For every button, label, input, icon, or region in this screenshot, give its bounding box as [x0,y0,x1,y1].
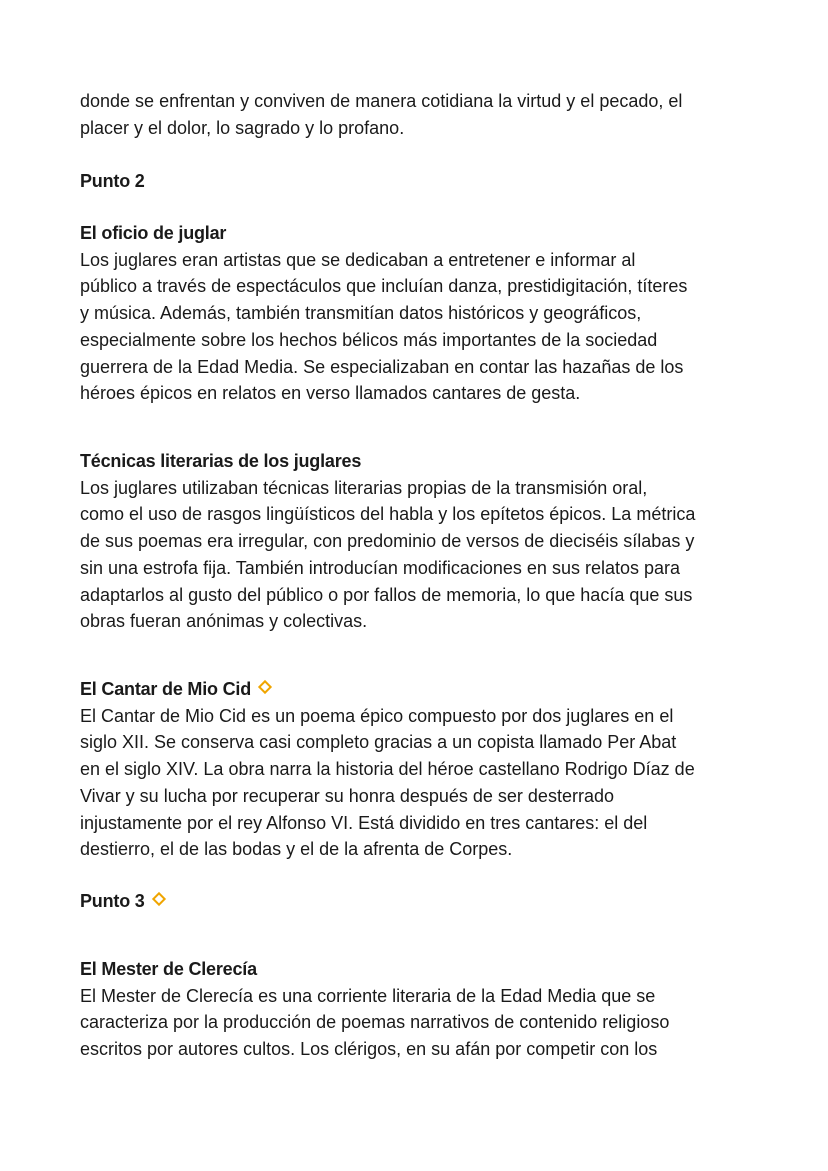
text-line: escritos por autores cultos. Los clérigos, en su afán por competir con los [80,1039,658,1060]
text-line: Los juglares utilizaban técnicas literarias propias de la transmisión oral, [80,477,648,498]
section-tecnicas [80,448,770,635]
section-title: El Mester de Clerecía [80,959,257,979]
point-heading-row [80,888,770,915]
text-line: obras fueran anónimas y colectivas. [80,611,368,632]
text-line: donde se enfrentan y conviven de manera cotidiana la virtud y el pecado, el [80,91,683,111]
text-line: adaptarlos al gusto del público o por fallos de memoria, lo que hacía que sus [80,584,693,605]
text-line: caracteriza por la producción de poemas narrativos de contenido religioso [80,1012,670,1033]
text-line: de sus poemas era irregular, con predominio de versos de dieciséis sílabas y [80,531,695,552]
text-line: como el uso de rasgos lingüísticos del habla y los epítetos épicos. La métrica [80,504,696,525]
section-title: El oficio de juglar [80,223,227,243]
text-line: sin una estrofa fija. También introducían modificaciones en sus relatos para [80,557,681,578]
text-line: Vivar y su lucha por recuperar su honra después de ser desterrado [80,785,614,806]
section-cantar-mio-cid [80,676,770,863]
point-heading: Punto 3 [80,891,145,911]
text-line: El Cantar de Mio Cid es un poema épico compuesto por dos juglares en el [80,705,674,726]
text-line: siglo XII. Se conserva casi completo gracias a un copista llamado Per Abat [80,732,677,753]
text-line: El Mester de Clerecía es una corriente literaria de la Edad Media que se [80,985,656,1006]
section-title: El Cantar de Mio Cid [80,679,252,699]
section-oficio-juglar [80,220,770,407]
text-line: destierro, el de las bodas y el de la afrenta de Corpes. [80,839,513,860]
text-line: público a través de espectáculos que incluían danza, prestidigitación, títeres [80,276,688,297]
point-heading: Punto 2 [80,171,145,191]
diamond-icon [258,680,272,694]
text-line: héroes épicos en relatos en verso llamados cantares de gesta. [80,383,581,404]
text-line: guerrera de la Edad Media. Se especializaban en contar las hazañas de los [80,356,684,377]
text-line: en el siglo XIV. La obra narra la historia del héroe castellano Rodrigo Díaz de [80,759,695,780]
diamond-icon [152,892,166,906]
section-title-row [80,676,770,703]
intro-paragraph [80,88,770,141]
text-line: y música. Además, también transmitían datos históricos y geográficos, [80,303,642,324]
section-title: Técnicas literarias de los juglares [80,451,362,471]
text-line: injustamente por el rey Alfonso VI. Está dividido en tres cantares: el del [80,812,648,833]
text-line: especialmente sobre los hechos bélicos más importantes de la sociedad [80,329,658,350]
section-mester-clerecia [80,956,770,1063]
text-line: placer y el dolor, lo sagrado y lo profano. [80,117,405,138]
text-line: Los juglares eran artistas que se dedicaban a entretener e informar al [80,249,636,270]
